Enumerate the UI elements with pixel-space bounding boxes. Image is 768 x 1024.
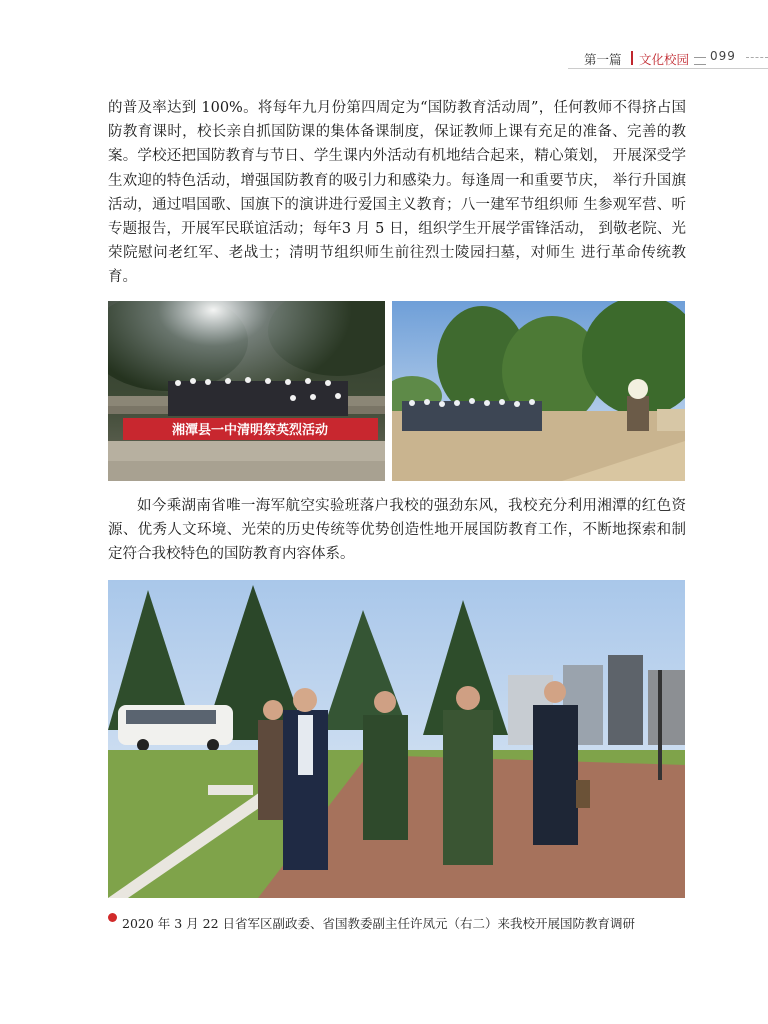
header-section-label: 文化校园 bbox=[639, 52, 690, 67]
photo-memorial-visit bbox=[392, 301, 685, 481]
photo-qingming-ceremony bbox=[108, 301, 385, 481]
photo-banner-text: 湘潭县一中清明祭英烈活动 bbox=[171, 423, 329, 438]
caption-text: 2020 年 3 月 22 日省军区副政委、省国教委副主任许凤元（右二）来我校开展国防教育调研 bbox=[122, 916, 636, 931]
running-header bbox=[560, 48, 768, 70]
body-paragraph-1: 的普及率达到 100%。将每年九月份第四周定为“国防教育活动周”，任何教师不得挤占国防教育课时，校长亲自抓国防课的集体备课制度，保证教师上课有充足的准备、完善的教案。学校还把国防教育与节日、学生课内外活动有机地结合起来，精心策划， 开展深受学生欢迎的特色活动，增强国防教育的吸引力和感染力。每逢周一和重要节庆， 举行升国旗活动，通过唱国歌、国旗下的演讲进行爱国主义教育；八一建军节组织师 生参观军营、听专题报告，开展军民联谊活动；每年3 月 5 日，组织学生开展学雷锋活动， 到敬老院、光荣院慰问老红军、老战士；清明节组织师生前往烈士陵园扫墓，对师生 进行革命传统教育。 bbox=[108, 100, 686, 286]
header-decoration bbox=[694, 57, 706, 65]
header-part-label: 第一篇 bbox=[584, 52, 622, 67]
header-underline bbox=[568, 68, 768, 69]
photo-caption bbox=[108, 910, 708, 932]
body-paragraph-2: 如今乘湖南省唯一海军航空实验班落户我校的强劲东风，我校充分利用湘潭的红色资源、优秀人文环境、光荣的历史传统等优势创造性地开展国防教育工作，不断地探索和制定符合我校特色的国防教育内容体系。 bbox=[108, 498, 686, 563]
caption-bullet-icon bbox=[108, 913, 117, 922]
header-dashed-rule bbox=[746, 57, 768, 58]
page-number: 099 bbox=[710, 49, 736, 63]
header-divider bbox=[631, 51, 633, 65]
photo-officials-visit bbox=[108, 580, 685, 898]
